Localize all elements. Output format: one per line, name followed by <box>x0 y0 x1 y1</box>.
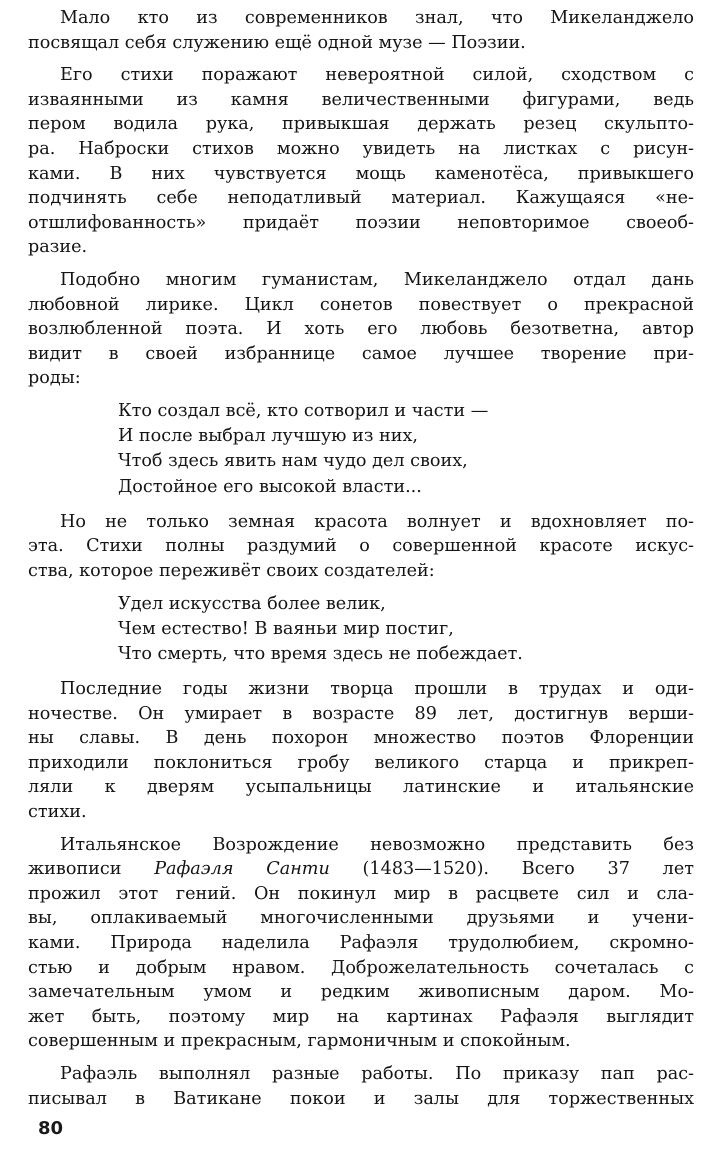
text-line: видит в своей избраннице самое лучшее творение при- <box>28 343 694 364</box>
text-line: ра. Наброски стихов можно увидеть на листках с рисун- <box>28 138 694 159</box>
verse-line: Что смерть, что время здесь не побеждает. <box>118 643 523 664</box>
text-line: ства, которое переживёт своих создателей: <box>28 560 435 581</box>
paragraph-love-lyrics <box>28 268 694 391</box>
text-line: прожил этот гений. Он покинул мир в расцвете сил и сла- <box>28 883 694 904</box>
paragraph-poetry-muse <box>28 6 694 55</box>
text-line: разие. <box>28 237 88 258</box>
text-line: вы, оплакиваемый многочисленными друзьями и учени- <box>28 908 694 929</box>
text-line: писывал в Ватикане покои и залы для торжественных <box>28 1088 694 1109</box>
text-line: Мало кто из современников знал, что Микеланджело <box>60 8 694 28</box>
text-line: ляли к дверям усыпальницы латинские и итальянские <box>28 777 694 798</box>
paragraph-poems-power <box>28 63 694 260</box>
text-line: ками. В них чувствуется мощь каменотёса, привыкшего <box>28 163 694 184</box>
text-fragment: (1483—1520). Всего 37 лет <box>329 859 694 880</box>
text-line: эта. Стихи полны раздумий о совершенной красоте искус- <box>28 536 694 557</box>
paragraph-raphael <box>28 833 694 1054</box>
page-number: 80 <box>38 1118 64 1139</box>
text-line: подчинять себе неподатливый материал. Кажущаяся «не- <box>28 188 694 209</box>
text-line: жет быть, поэтому мир на картинах Рафаэля выглядит <box>28 1006 694 1027</box>
text-line-with-name <box>28 857 694 882</box>
text-line: Последние годы жизни творца прошли в трудах и оди- <box>60 679 694 700</box>
text-line: ны славы. В день похорон множество поэтов Флоренции <box>28 728 694 749</box>
text-line: пером водила рука, привыкшая держать резец скульпто- <box>28 114 694 135</box>
verse-quote-sonnet <box>118 399 694 500</box>
text-line: возлюбленной поэта. И хоть его любовь безответна, автор <box>28 319 694 340</box>
verse-line: И после выбрал лучшую из них, <box>118 426 418 447</box>
text-line: ками. Природа наделила Рафаэля трудолюбием, скромно- <box>28 933 694 954</box>
text-line: роды: <box>28 368 81 389</box>
paragraph-last-years <box>28 677 694 825</box>
text-line: стихи. <box>28 802 87 823</box>
text-fragment: живописи <box>28 859 155 880</box>
verse-line: Чем естество! В ваяньи мир постиг, <box>118 618 454 639</box>
verse-line: Удел искусства более велик, <box>118 593 386 614</box>
text-line: приходили поклониться гробу великого старца и прикреп- <box>28 752 694 773</box>
text-line: посвящал себя служению ещё одной музе — Поэзии. <box>28 32 526 53</box>
text-line: Его стихи поражают невероятной силой, сходством с <box>60 65 694 86</box>
text-line: отшлифованность» придаёт поэзии неповторимое своеоб- <box>28 212 694 233</box>
verse-quote-art <box>118 592 694 668</box>
text-line: Итальянское Возрождение невозможно представить без <box>60 834 694 855</box>
text-line: Подобно многим гуманистам, Микеланджело отдал дань <box>60 269 694 290</box>
artist-name-italic: Рафаэля Санти <box>154 859 330 880</box>
text-line: любовной лирике. Цикл сонетов повествует о прекрасной <box>28 294 694 315</box>
text-line: стью и добрым нравом. Доброжелательность сочеталась с <box>28 957 694 978</box>
text-line: совершенным и прекрасным, гармоничным и спокойным. <box>28 1031 571 1052</box>
verse-line: Чтоб здесь явить нам чудо дел своих, <box>118 451 468 472</box>
text-line: Но не только земная красота волнует и вдохновляет по- <box>60 511 694 532</box>
text-line: изваянными из камня величественными фигурами, ведь <box>28 89 694 110</box>
verse-line: Достойное его высокой власти... <box>118 476 422 497</box>
text-line: Рафаэль выполнял разные работы. По приказу пап рас- <box>60 1064 694 1085</box>
text-line: замечательным умом и редким живописным даром. Мо- <box>28 982 694 1003</box>
verse-line: Кто создал всё, кто сотворил и части — <box>118 400 489 421</box>
paragraph-art-beauty <box>28 510 694 584</box>
text-line: ночестве. Он умирает в возрасте 89 лет, достигнув верши- <box>28 703 694 724</box>
paragraph-raphael-works <box>28 1062 694 1111</box>
